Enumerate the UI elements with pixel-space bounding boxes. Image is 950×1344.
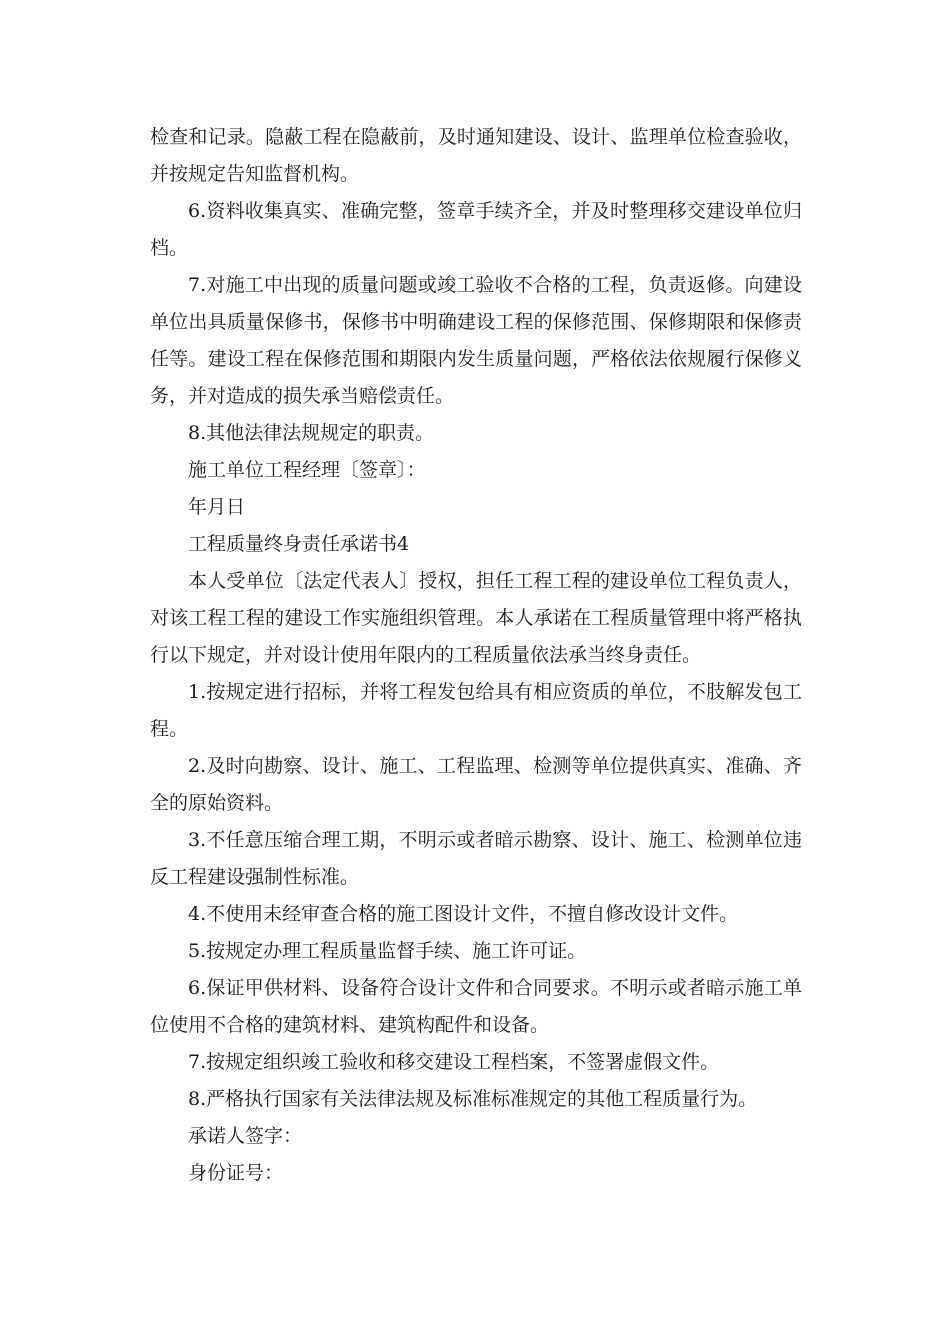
paragraph-item-2: 2.及时向勘察、设计、施工、工程监理、检测等单位提供真实、准确、齐全的原始资料。 [150,755,802,814]
signature-line-manager: 施工单位工程经理〔签章〕： [188,459,426,481]
section-title: 工程质量终身责任承诺书4 [188,533,410,555]
paragraph-item-7b: 7.按规定组织竣工验收和移交建设工程档案，不签署虚假文件。 [188,1051,720,1073]
paragraph-continuation: 检查和记录。隐蔽工程在隐蔽前，及时通知建设、设计、监理单位检查验收，并按规定告知监督机构。 [150,126,802,185]
paragraph-item-1: 1.按规定进行招标，并将工程发包给具有相应资质的单位，不肢解发包工程。 [150,681,802,740]
paragraph-item-4: 4.不使用未经审查合格的施工图设计文件，不擅自修改设计文件。 [188,903,739,925]
paragraph-item-6b: 6.保证甲供材料、设备符合设计文件和合同要求。不明示或者暗示施工单位使用不合格的建筑材料、建筑构配件和设备。 [150,977,802,1036]
paragraph-item-6: 6.资料收集真实、准确完整，签章手续齐全，并及时整理移交建设单位归档。 [150,200,802,259]
id-number-line: 身份证号： [188,1162,284,1184]
paragraph-item-7: 7.对施工中出现的质量问题或竣工验收不合格的工程，负责返修。向建设单位出具质量保修书，保修书中明确建设工程的保修范围、保修期限和保修责任等。建设工程在保修范围和期限内发生质量问题，严格依法依规履行保修义务，并对造成的损失承当赔偿责任。 [150,274,802,407]
paragraph-item-5: 5.按规定办理工程质量监督手续、施工许可证。 [188,940,587,962]
paragraph-item-3: 3.不任意压缩合理工期，不明示或者暗示勘察、设计、施工、检测单位违反工程建设强制性标准。 [150,829,802,888]
paragraph-intro: 本人受单位〔法定代表人〕授权，担任工程工程的建设单位工程负责人，对该工程工程的建设工作实施组织管理。本人承诺在工程质量管理中将严格执行以下规定，并对设计使用年限内的工程质量依法承当终身责任。 [150,570,802,666]
paragraph-item-8b: 8.严格执行国家有关法律法规及标准标准规定的其他工程质量行为。 [188,1088,758,1110]
document-body [150,119,802,1192]
signature-line-promisor: 承诺人签字： [188,1125,303,1147]
date-line: 年月日 [188,496,246,518]
paragraph-item-8: 8.其他法律法规规定的职责。 [188,422,435,444]
